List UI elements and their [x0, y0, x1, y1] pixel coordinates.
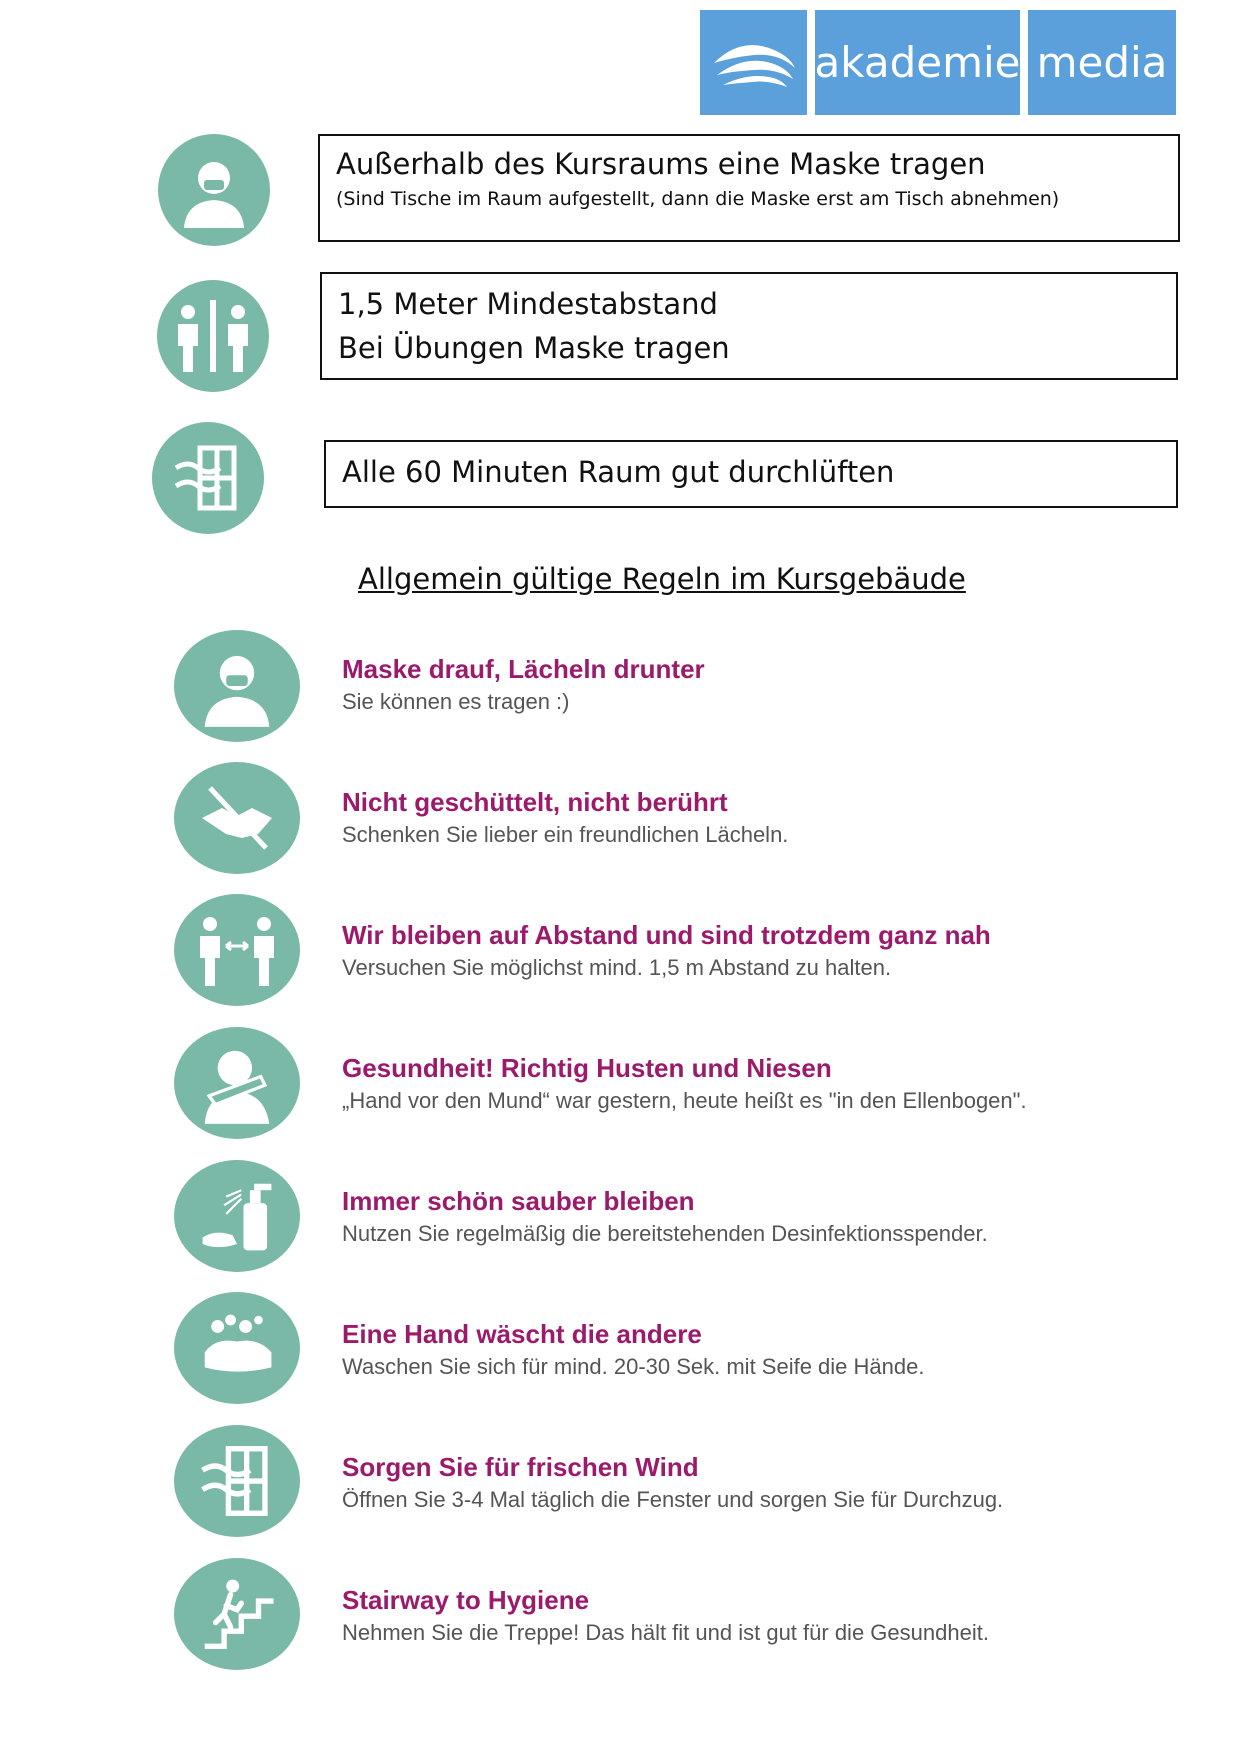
rule-desc: Nutzen Sie regelmäßig die bereitstehenden Desinfektionsspender.: [342, 1221, 988, 1246]
window-air-icon: [174, 1425, 300, 1537]
rule-title: Immer schön sauber bleiben: [342, 1186, 695, 1216]
rule-title: Nicht geschüttelt, nicht berührt: [342, 787, 728, 817]
rule-title: Eine Hand wäscht die andere: [342, 1319, 702, 1349]
rule-desc: Schenken Sie lieber ein freundlichen Lächeln.: [342, 822, 789, 847]
rule-item: [342, 1450, 1003, 1516]
rule-item: [342, 1184, 988, 1250]
logo-word-media: media: [1028, 10, 1176, 115]
distance-icon: [174, 894, 300, 1006]
disinfectant-icon: [174, 1160, 300, 1272]
distance-icon: [157, 280, 269, 392]
rule-item: [342, 1317, 924, 1383]
section-title: Allgemein gültige Regeln im Kursgebäude: [358, 562, 966, 596]
rule-desc: Waschen Sie sich für mind. 20-30 Sek. mit Seife die Hände.: [342, 1354, 925, 1379]
rule-title: Stairway to Hygiene: [342, 1585, 590, 1615]
rule-desc: Öffnen Sie 3-4 Mal täglich die Fenster und sorgen Sie für Durchzug.: [342, 1487, 1004, 1512]
rule-title: Sorgen Sie für frischen Wind: [342, 1452, 699, 1482]
rule-box-ventilation: [324, 440, 1178, 508]
rule-desc: „Hand vor den Mund“ war gestern, heute heißt es "in den Ellenbogen".: [342, 1088, 1027, 1113]
window-air-icon: [152, 422, 264, 534]
rule-desc: Sie können es tragen :): [342, 689, 570, 714]
rule-item: [342, 1583, 989, 1649]
box-line-2: (Sind Tische im Raum aufgestellt, dann die Maske erst am Tisch abnehmen): [336, 188, 1060, 210]
box-line-1: Alle 60 Minuten Raum gut durchlüften: [342, 455, 895, 489]
box-line-1: 1,5 Meter Mindestabstand: [338, 287, 718, 321]
cough-elbow-icon: [174, 1027, 300, 1139]
rule-item: [342, 918, 991, 984]
rule-item: [342, 1051, 1027, 1117]
rule-item: [342, 785, 788, 851]
rule-desc: Versuchen Sie möglichst mind. 1,5 m Abstand zu halten.: [342, 955, 892, 980]
rule-title: Wir bleiben auf Abstand und sind trotzdem ganz nah: [342, 920, 991, 950]
rule-box-mask: [318, 134, 1180, 242]
rule-box-distance: [320, 272, 1178, 380]
rule-desc: Nehmen Sie die Treppe! Das hält fit und ist gut für die Gesundheit.: [342, 1620, 989, 1645]
rule-title: Gesundheit! Richtig Husten und Niesen: [342, 1053, 832, 1083]
stairs-icon: [174, 1558, 300, 1670]
hand-wash-icon: [174, 1292, 300, 1404]
rule-item: [342, 652, 705, 718]
akademie-media-logo: [700, 10, 1176, 115]
no-handshake-icon: [174, 762, 300, 874]
mask-person-icon: [158, 134, 270, 246]
mask-person-icon: [174, 630, 300, 742]
rule-title: Maske drauf, Lächeln drunter: [342, 654, 705, 684]
box-line-2: Bei Übungen Maske tragen: [338, 331, 730, 365]
wave-logo-icon: [700, 10, 807, 115]
box-line-1: Außerhalb des Kursraums eine Maske tragen: [336, 147, 986, 181]
logo-word-akademie: akademie: [815, 10, 1020, 115]
